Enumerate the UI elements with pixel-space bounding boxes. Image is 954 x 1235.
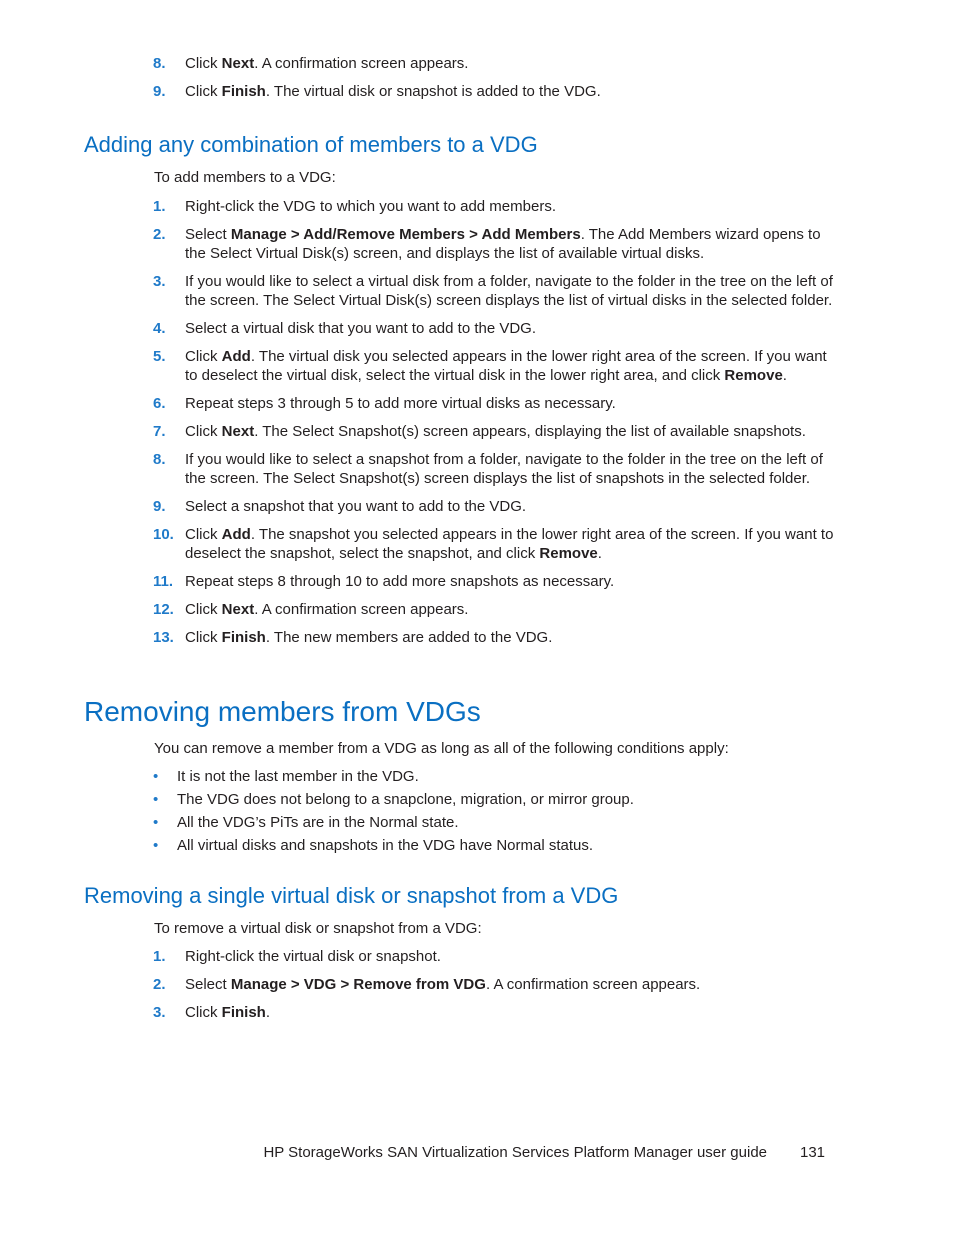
step-number: 5. [153, 348, 166, 365]
step-text-run: If you would like to select a snapshot from a folder, navigate to the folder in the tree on the left of the screen. The Select Snapshot(s) screen displays the list of snapshots in the selected folder. [185, 451, 823, 487]
ui-command-label: Finish [221, 629, 266, 646]
step-text-run: . The Select Snapshot(s) screen appears, displaying the list of available snapshots. [254, 423, 806, 440]
section-heading-add-members: Adding any combination of members to a VDG [84, 132, 538, 157]
step-number: 1. [153, 948, 166, 965]
list-item [0, 975, 954, 994]
step-text-run: . A confirmation screen appears. [254, 55, 469, 72]
list-item [0, 767, 954, 786]
step-number: 13. [153, 629, 174, 646]
step-text-run: Click [185, 83, 222, 100]
step-text [185, 197, 835, 216]
top-step-list [0, 54, 954, 101]
step-text-run: . The snapshot you selected appears in the lower right area of the screen. If you want to deselect the snapshot, select the snapshot, and click [185, 526, 834, 562]
ui-command-label: Remove [724, 367, 783, 384]
step-text-run: . A confirmation screen appears. [485, 976, 701, 993]
list-item [0, 1003, 954, 1022]
list-item [0, 319, 954, 338]
step-text [185, 82, 835, 101]
ui-command-label: Next [221, 601, 255, 618]
step-text-run: Select [185, 976, 231, 993]
ui-command-label: Finish [221, 83, 266, 100]
list-item [0, 347, 954, 385]
step-text-run: Click [185, 423, 222, 440]
section-intro-removing-members: You can remove a member from a VDG as long as all of the following conditions apply: [154, 740, 729, 757]
step-number: 3. [153, 273, 166, 290]
conditions-bullet-list [0, 767, 954, 855]
bullet-icon: • [153, 791, 159, 808]
step-text-run: . The virtual disk or snapshot is added to the VDG. [265, 83, 601, 100]
step-text-run: . The new members are added to the VDG. [265, 629, 553, 646]
step-text-run: Right-click the virtual disk or snapshot. [185, 948, 441, 965]
step-text-run: Click [185, 1004, 222, 1021]
step-text-run: Repeat steps 8 through 10 to add more snapshots as necessary. [185, 573, 615, 590]
step-text-run: . The Add Members wizard opens to the Select Virtual Disk(s) screen, and displays the list of available virtual disks. [185, 226, 821, 262]
step-number: 3. [153, 1004, 166, 1021]
list-item [0, 600, 954, 619]
section-heading-remove-single: Removing a single virtual disk or snapshot from a VDG [84, 883, 619, 908]
list-item [0, 422, 954, 441]
step-text [185, 947, 835, 966]
ui-command-label: Add [221, 348, 251, 365]
bullet-icon: • [153, 814, 159, 831]
step-number: 8. [153, 55, 166, 72]
step-text [185, 1003, 835, 1022]
ui-command-label: Next [221, 55, 255, 72]
step-text [185, 450, 835, 488]
list-item [0, 82, 954, 101]
list-item [0, 497, 954, 516]
step-text-run: . The virtual disk you selected appears in the lower right area of the screen. If you want to deselect the virtual disk, select the virtual disk in the lower right area, and click [185, 348, 827, 384]
step-text [185, 525, 835, 563]
step-text [185, 272, 835, 310]
step-number: 9. [153, 498, 166, 515]
section-intro-add-members: To add members to a VDG: [154, 169, 336, 186]
step-text-run: If you would like to select a virtual disk from a folder, navigate to the folder in the tree on the left of the screen. The Select Virtual Disk(s) screen displays the list of virtual disks in the selected folder. [185, 273, 833, 309]
step-number: 4. [153, 320, 166, 337]
step-text [185, 600, 835, 619]
step-text [185, 347, 835, 385]
step-number: 11. [153, 573, 174, 590]
list-item [0, 628, 954, 647]
bullet-text: All virtual disks and snapshots in the VDG have Normal status. [177, 837, 594, 854]
step-number: 9. [153, 83, 166, 100]
step-text [185, 54, 835, 73]
step-text [185, 422, 835, 441]
step-text [185, 628, 835, 647]
step-text [185, 572, 835, 591]
step-number: 7. [153, 423, 166, 440]
step-number: 6. [153, 395, 166, 412]
footer-title: HP StorageWorks SAN Virtualization Services Platform Manager user guide [263, 1144, 767, 1161]
step-text-run: Select a virtual disk that you want to add to the VDG. [185, 320, 537, 337]
add-members-step-list [0, 197, 954, 647]
step-number: 8. [153, 451, 166, 468]
step-text-run: Click [185, 348, 222, 365]
bullet-icon: • [153, 768, 159, 785]
step-text-run: Click [185, 601, 222, 618]
list-item [0, 790, 954, 809]
step-number: 10. [153, 526, 174, 543]
list-item [0, 813, 954, 832]
list-item [0, 197, 954, 216]
ui-command-label: Manage > VDG > Remove from VDG [230, 976, 486, 993]
step-text [185, 225, 835, 263]
list-item [0, 450, 954, 488]
step-number: 2. [153, 976, 166, 993]
step-text-run: Repeat steps 3 through 5 to add more virtual disks as necessary. [185, 395, 616, 412]
list-item [0, 947, 954, 966]
step-text-run: Click [185, 629, 222, 646]
step-text [185, 319, 835, 338]
step-text-run: Click [185, 55, 222, 72]
list-item [0, 272, 954, 310]
step-number: 2. [153, 226, 166, 243]
step-text-run: Select [185, 226, 231, 243]
step-text-run: Right-click the VDG to which you want to add members. [185, 198, 556, 215]
list-item [0, 394, 954, 413]
step-text-run: Click [185, 526, 222, 543]
page-number: 131 [800, 1144, 826, 1161]
step-text-run: . [782, 367, 787, 384]
list-item [0, 836, 954, 855]
list-item [0, 54, 954, 73]
bullet-icon: • [153, 837, 159, 854]
ui-command-label: Manage > Add/Remove Members > Add Members [230, 226, 581, 243]
step-text-run: Select a snapshot that you want to add to the VDG. [185, 498, 527, 515]
list-item [0, 525, 954, 563]
section-heading-removing-members: Removing members from VDGs [84, 696, 481, 727]
step-number: 12. [153, 601, 174, 618]
bullet-text: All the VDG’s PiTs are in the Normal state. [177, 814, 459, 831]
step-text-run: . [597, 545, 602, 562]
ui-command-label: Add [221, 526, 251, 543]
section-intro-remove-single: To remove a virtual disk or snapshot from a VDG: [154, 920, 482, 937]
step-text-run: . [265, 1004, 271, 1021]
remove-single-step-list [0, 947, 954, 1022]
ui-command-label: Next [221, 423, 255, 440]
ui-command-label: Finish [221, 1004, 266, 1021]
list-item [0, 225, 954, 263]
step-text [185, 394, 835, 413]
step-text-run: . A confirmation screen appears. [254, 601, 469, 618]
ui-command-label: Remove [539, 545, 598, 562]
step-number: 1. [153, 198, 166, 215]
bullet-text: The VDG does not belong to a snapclone, migration, or mirror group. [177, 791, 634, 808]
bullet-text: It is not the last member in the VDG. [177, 768, 419, 785]
list-item [0, 572, 954, 591]
step-text [185, 497, 835, 516]
step-text [185, 975, 835, 994]
